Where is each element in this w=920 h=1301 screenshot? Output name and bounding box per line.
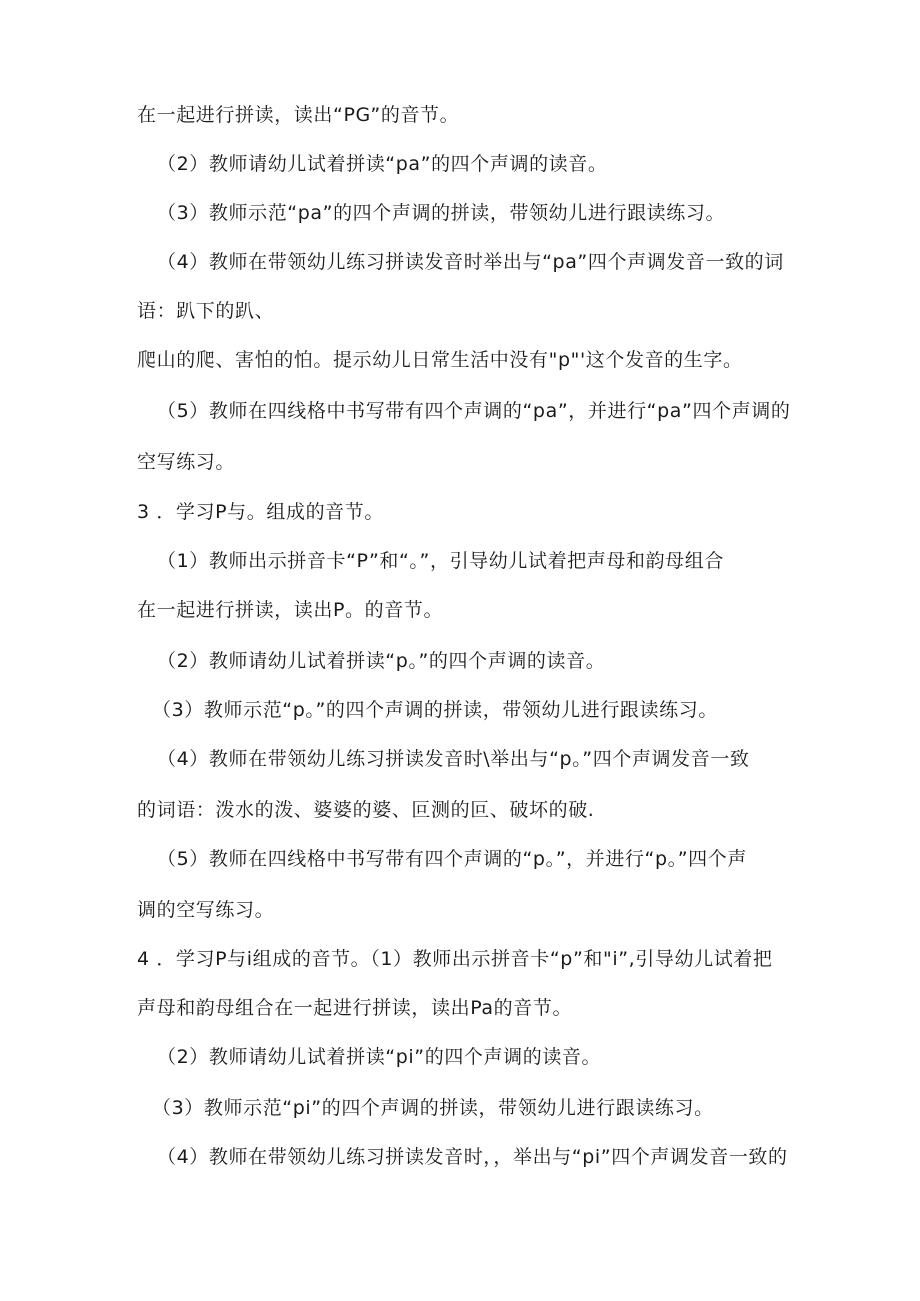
- text-line-5: 语：趴下的趴、: [137, 300, 275, 322]
- text-line-22: （4）教师在带领幼儿练习拼读发音时，，举出与“pi”四个声调发音一致的: [157, 1146, 788, 1168]
- text-line-2: （2）教师请幼儿试着拼读“pa”的四个声调的读音。: [157, 153, 608, 175]
- text-line-17: 调的空写练习。: [137, 899, 275, 921]
- section-heading-4: 4 ．学习P与i组成的音节。（1）教师出示拼音卡“p”和"i”,引导幼儿试着把: [137, 948, 773, 970]
- text-line-12: （2）教师请幼儿试着拼读“p。”的四个声调的读音。: [157, 650, 606, 672]
- text-line-6: 爬山的爬、害怕的怕。提示幼儿日常生活中没有"p"'这个发音的生字。: [137, 349, 743, 371]
- text-line-7: （5）教师在四线格中书写带有四个声调的“pa”，并进行“pa”四个声调的: [157, 400, 791, 422]
- text-line-16: （5）教师在四线格中书写带有四个声调的“p。”，并进行“p。”四个声: [157, 848, 747, 870]
- text-line-3: （3）教师示范“pa”的四个声调的拼读，带领幼儿进行跟读练习。: [157, 202, 726, 224]
- text-line-15: 的词语：泼水的泼、婆婆的婆、叵测的叵、破坏的破.: [137, 799, 595, 821]
- text-line-20: （2）教师请幼儿试着拼读“pi”的四个声调的读音。: [157, 1046, 602, 1068]
- text-line-19: 声母和韵母组合在一起进行拼读，读出Pa的音节。: [137, 997, 573, 1019]
- text-line-11: 在一起进行拼读，读出P。的音节。: [137, 599, 444, 621]
- text-line-4: （4）教师在带领幼儿练习拼读发音时举出与“pa”四个声调发音一致的词: [157, 251, 784, 273]
- text-line-8: 空写练习。: [137, 451, 236, 473]
- text-line-21: （3）教师示范“pi”的四个声调的拼读，带领幼儿进行跟读练习。: [152, 1097, 714, 1119]
- section-heading-3: 3 ．学习P与。组成的音节。: [137, 501, 384, 523]
- text-line-13: （3）教师示范“p。”的四个声调的拼读，带领幼儿进行跟读练习。: [152, 699, 718, 721]
- text-line-1: 在一起进行拼读，读出“PG”的音节。: [137, 104, 460, 126]
- text-line-14: （4）教师在带领幼儿练习拼读发音时\举出与“p。”四个声调发音一致: [157, 748, 750, 770]
- text-line-10: （1）教师出示拼音卡“P”和“。”，引导幼儿试着把声母和韵母组合: [157, 550, 724, 572]
